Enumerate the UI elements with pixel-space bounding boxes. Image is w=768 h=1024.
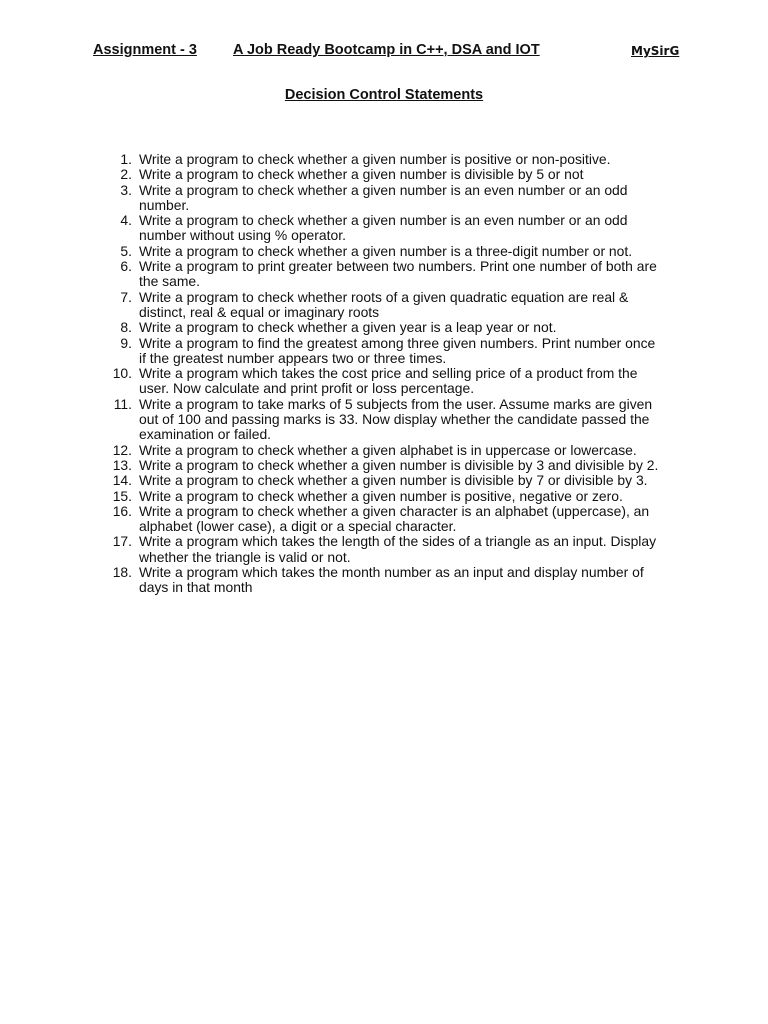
question-number: 5. xyxy=(120,242,132,259)
question-item xyxy=(0,183,680,214)
brand-name: MySirG xyxy=(631,44,680,58)
assignment-label: Assignment - 3 xyxy=(93,42,197,58)
question-number: 16. xyxy=(112,502,132,519)
course-title: A Job Ready Bootcamp in C++, DSA and IOT xyxy=(233,42,540,58)
question-number: 14. xyxy=(112,472,132,489)
question-item xyxy=(0,320,680,335)
question-number: 1. xyxy=(120,151,132,167)
question-text: Write a program to check whether a given alphabet is in uppercase or lowercase. xyxy=(139,441,637,458)
question-item xyxy=(0,473,680,488)
question-text: Write a program to check whether a given number is divisible by 7 or divisible by 3. xyxy=(139,472,648,489)
question-text: Write a program to print greater between two numbers. Print one number of both are the same. xyxy=(139,258,657,290)
question-number: 8. xyxy=(120,319,132,336)
question-number: 13. xyxy=(112,456,132,473)
question-item xyxy=(0,458,680,473)
question-number: 10. xyxy=(112,365,132,382)
page-header xyxy=(0,42,768,62)
question-text: Write a program to check whether a given number is divisible by 3 and divisible by 2. xyxy=(139,456,659,473)
question-text: Write a program to check whether a given number is positive or non-positive. xyxy=(139,151,611,167)
question-item xyxy=(0,152,680,167)
question-item xyxy=(0,167,680,182)
question-item xyxy=(0,534,680,565)
question-list xyxy=(0,152,680,596)
question-text: Write a program which takes the length of the sides of a triangle as an input. Display whether the triangle is valid or not. xyxy=(139,533,657,565)
question-item xyxy=(0,259,680,290)
question-number: 12. xyxy=(112,441,132,458)
question-number: 15. xyxy=(112,487,132,504)
question-text: Write a program to check whether a given number is a three-digit number or not. xyxy=(139,242,633,259)
question-number: 7. xyxy=(120,288,132,305)
question-item xyxy=(0,489,680,504)
question-item xyxy=(0,504,680,535)
question-text: Write a program to take marks of 5 subjects from the user. Assume marks are given out of 100 and passing marks is 33. Now display whether the candidate passed the examination or failed. xyxy=(139,395,653,443)
question-number: 2. xyxy=(120,166,132,183)
question-text: Write a program which takes the cost price and selling price of a product from the user. Now calculate and print profit or loss percentage. xyxy=(139,365,638,397)
question-text: Write a program to check whether a given number is an even number or an odd number. xyxy=(139,181,628,213)
question-number: 11. xyxy=(113,395,132,412)
question-item xyxy=(0,565,680,596)
question-number: 6. xyxy=(120,258,132,275)
question-text: Write a program which takes the month number as an input and display number of days in that month xyxy=(139,564,644,596)
question-item xyxy=(0,397,680,443)
question-text: Write a program to check whether a given year is a leap year or not. xyxy=(139,319,557,336)
question-number: 4. xyxy=(120,212,132,229)
page-title: Decision Control Statements xyxy=(284,87,484,103)
question-number: 17. xyxy=(112,533,132,550)
question-text: Write a program to check whether roots of a given quadratic equation are real & distinct, real & equal or imaginary roots xyxy=(139,288,629,320)
question-item xyxy=(0,336,680,367)
question-text: Write a program to check whether a given character is an alphabet (uppercase), an alphabet (lower case), a digit or a special character. xyxy=(139,502,650,535)
question-text: Write a program to check whether a given number is positive, negative or zero. xyxy=(139,487,623,504)
question-item xyxy=(0,366,680,397)
question-text: Write a program to find the greatest among three given numbers. Print number once if the greatest number appears two or three times. xyxy=(139,334,656,366)
question-number: 9. xyxy=(120,334,132,351)
question-item xyxy=(0,443,680,458)
question-text: Write a program to check whether a given number is an even number or an odd number without using % operator. xyxy=(139,212,628,244)
question-item xyxy=(0,244,680,259)
question-number: 18. xyxy=(112,564,132,581)
question-item xyxy=(0,290,680,321)
question-number: 3. xyxy=(120,181,132,198)
question-text: Write a program to check whether a given number is divisible by 5 or not xyxy=(139,166,584,183)
question-item xyxy=(0,213,680,244)
